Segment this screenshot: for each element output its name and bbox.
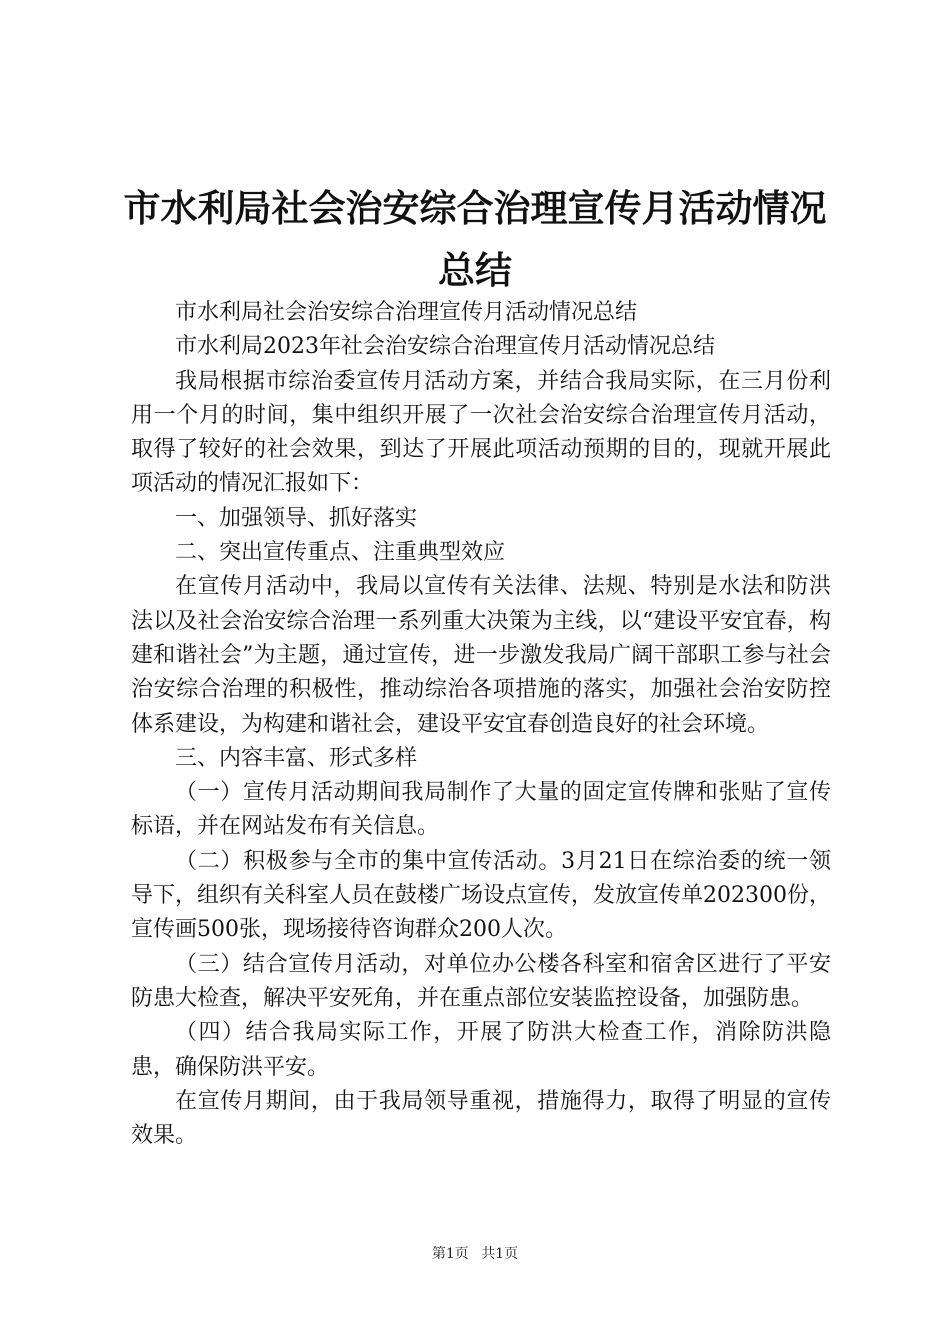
paragraph-subtitle-year: 市水利局2023年社会治安综合治理宣传月活动情况总结: [175, 334, 715, 360]
document-body: [131, 296, 831, 1153]
section-heading-3: 三、内容丰富、形式多样: [175, 745, 418, 771]
paragraph-subtitle: 市水利局社会治安综合治理宣传月活动情况总结: [175, 300, 638, 325]
list-item-3: （三）结合宣传月活动，对单位办公楼各科室和宿舍区进行了平安防患大检查，解决平安死角，并在重点部位安装监控设备，加强防患。: [131, 951, 831, 1011]
page-footer: [0, 1244, 950, 1264]
list-item-4: （四）结合我局实际工作，开展了防洪大检查工作，消除防洪隐患，确保防洪平安。: [131, 1020, 831, 1080]
list-item-2: （二）积极参与全市的集中宣传活动。3月21日在综治委的统一领导下，组织有关科室人员在鼓楼广场设点宣传，发放宣传单202300份，宣传画500张，现场接待咨询群众200人次。: [131, 848, 831, 943]
list-item-1: （一）宣传月活动期间我局制作了大量的固定宣传牌和张贴了宣传标语，并在网站发布有关信息。: [131, 780, 831, 840]
page-total: 共1页: [481, 1246, 519, 1262]
document-title: 市水利局社会治安综合治理宣传月活动情况总结: [123, 187, 827, 292]
page-number: 第1页: [431, 1246, 469, 1262]
section-heading-2: 二、突出宣传重点、注重典型效应: [175, 540, 506, 566]
section-heading-1: 一、加强领导、抓好落实: [175, 505, 418, 531]
paragraph-intro: 我局根据市综治委宣传月活动方案，并结合我局实际，在三月份利用一个月的时间，集中组织开展了一次社会治安综合治理宣传月活动，取得了较好的社会效果，到达了开展此项活动预期的目的，现就开展此项活动的情况汇报如下：: [131, 368, 831, 497]
paragraph-conclusion: 在宣传月期间，由于我局领导重视，措施得力，取得了明显的宣传效果。: [131, 1088, 831, 1149]
paragraph-section-2: 在宣传月活动中，我局以宣传有关法律、法规、特别是水法和防洪法以及社会治安综合治理一系列重大决策为主线，以“建设平安宜春，构建和谐社会”为主题，通过宣传，进一步激发我局广阔干部职工参与社会治安综合治理的积极性，推动综治各项措施的落实，加强社会治安防控体系建设，为构建和谐社会，建设平安宜春创造良好的社会环境。: [131, 574, 831, 737]
